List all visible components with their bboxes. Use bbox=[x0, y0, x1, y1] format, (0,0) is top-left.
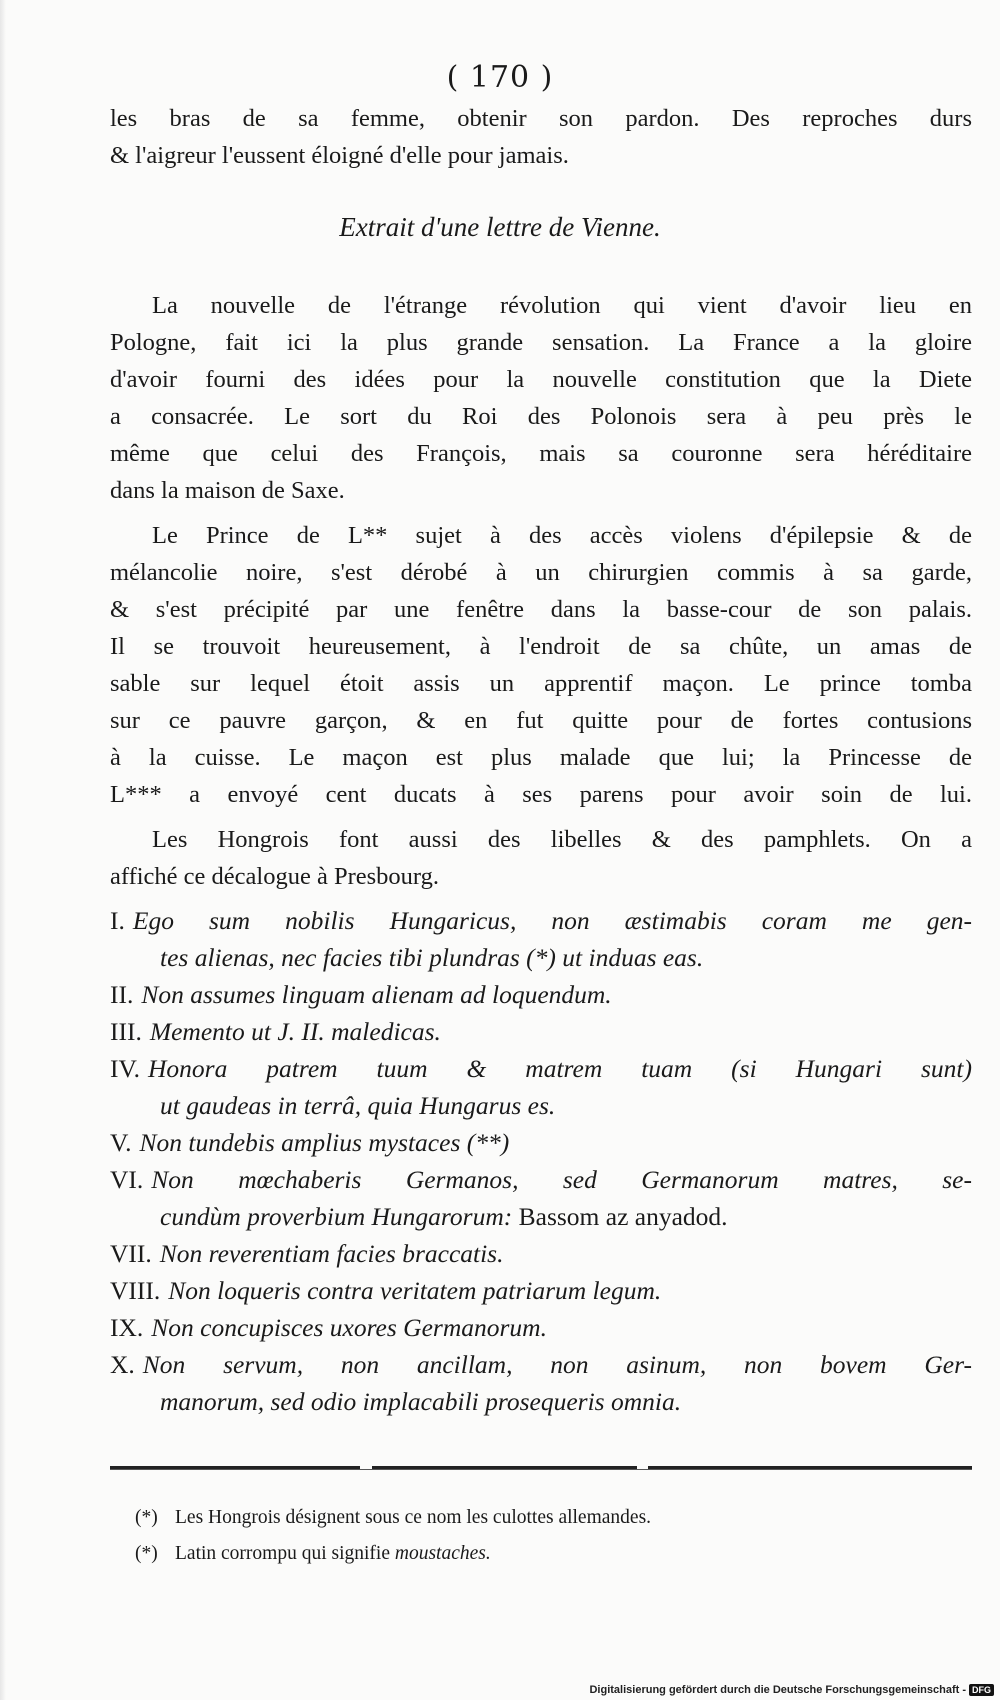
divider-underline bbox=[110, 1469, 972, 1470]
decalogue-list bbox=[110, 902, 972, 1420]
page-edge-shadow bbox=[0, 0, 6, 1700]
footnote-mark: (*) bbox=[135, 1543, 158, 1564]
text-line: sable sur lequel étoit assis un apprentif maçon. Le prince tomba bbox=[110, 670, 972, 697]
text-line: affiché ce décalogue à Presbourg. bbox=[110, 863, 440, 890]
paragraph-hongrois bbox=[110, 821, 972, 895]
item-text: Non assumes linguam alienam ad loquendum. bbox=[141, 980, 612, 1009]
page-number: ( 170 ) bbox=[446, 60, 554, 95]
text-line: L*** a envoyé cent ducats à ses parens pour avoir soin de lui. bbox=[110, 781, 972, 808]
text-line: à la cuisse. Le maçon est plus malade que lui; la Princesse de bbox=[110, 744, 972, 771]
paragraph-prince bbox=[110, 517, 972, 813]
credit-text: Digitalisierung gefördert durch die Deutsche Forschungsgemeinschaft - bbox=[589, 1684, 966, 1696]
item-text: Memento ut J. II. maledicas. bbox=[149, 1017, 441, 1046]
decalogue-item-5 bbox=[110, 1124, 972, 1161]
decalogue-item-3 bbox=[110, 1013, 972, 1050]
digitization-credit bbox=[589, 1684, 994, 1696]
decalogue-item-4 bbox=[110, 1050, 972, 1087]
item-number: VI. bbox=[110, 1165, 144, 1194]
item-text: Honora patrem tuum & matrem tuam (si Hungari sunt) bbox=[148, 1054, 972, 1083]
footnote-italic: moustaches. bbox=[394, 1543, 491, 1564]
item-number: X. bbox=[110, 1350, 135, 1379]
text-line: dans la maison de Saxe. bbox=[110, 477, 345, 504]
item-number: VIII. bbox=[110, 1276, 161, 1305]
section-heading: Extrait d'une lettre de Vienne. bbox=[339, 212, 661, 242]
text-line: même que celui des François, mais sa couronne sera héréditaire bbox=[110, 440, 972, 467]
decalogue-item-1-cont bbox=[110, 939, 972, 976]
item-number: I. bbox=[110, 906, 125, 935]
decalogue-item-8 bbox=[110, 1272, 972, 1309]
text-line: & l'aigreur l'eussent éloigné d'elle pour jamais. bbox=[110, 142, 569, 169]
item-text: Non loqueris contra veritatem patriarum legum. bbox=[168, 1276, 662, 1305]
item-text: Non concupisces uxores Germanorum. bbox=[151, 1313, 547, 1342]
item-text: Non reverentiam facies braccatis. bbox=[159, 1239, 504, 1268]
item-text: tes alienas, nec facies tibi plundras (*) ut induas eas. bbox=[160, 943, 704, 972]
text-line: les bras de sa femme, obtenir son pardon. Des reproches durs bbox=[110, 105, 972, 132]
item-text: ut gaudeas in terrâ, quia Hungarus es. bbox=[160, 1091, 556, 1120]
item-number: VII. bbox=[110, 1239, 152, 1268]
text-line: Les Hongrois font aussi des libelles & des pamphlets. On a bbox=[152, 826, 972, 853]
paragraph-revolution-pologne bbox=[110, 287, 972, 509]
item-number: IV. bbox=[110, 1054, 140, 1083]
hungarian-proverb: Bassom az anyadod. bbox=[518, 1202, 728, 1231]
item-text: Non servum, non ancillam, non asinum, non bovem Ger- bbox=[142, 1350, 972, 1379]
text-line: Le Prince de L** sujet à des accès violens d'épilepsie & de bbox=[152, 522, 972, 549]
decalogue-item-6 bbox=[110, 1161, 972, 1198]
item-number: IX. bbox=[110, 1313, 144, 1342]
item-text: cundùm proverbium Hungarorum: bbox=[160, 1202, 513, 1231]
text-line: Pologne, fait ici la plus grande sensation. La France a la gloire bbox=[110, 329, 972, 356]
text-line: & s'est précipité par une fenêtre dans la basse-cour de son palais. bbox=[110, 596, 972, 623]
text-line: mélancolie noire, s'est dérobé à un chirurgien commis à sa garde, bbox=[110, 559, 972, 586]
item-number: III. bbox=[110, 1017, 142, 1046]
footnote-mark: (*) bbox=[135, 1507, 158, 1528]
text-line: Il se trouvoit heureusement, à l'endroit de sa chûte, un amas de bbox=[110, 633, 972, 660]
intro-paragraph bbox=[110, 100, 972, 174]
text-line: d'avoir fourni des idées pour la nouvelle constitution que la Diete bbox=[110, 366, 972, 393]
footnote-divider bbox=[110, 1466, 972, 1472]
footnote-1 bbox=[135, 1500, 955, 1536]
item-text: Non tundebis amplius mystaces (**) bbox=[139, 1128, 510, 1157]
text-line: La nouvelle de l'étrange révolution qui vient d'avoir lieu en bbox=[152, 292, 972, 319]
text-line: sur ce pauvre garçon, & en fut quitte pour de fortes contusions bbox=[110, 707, 972, 734]
footnotes bbox=[135, 1500, 955, 1572]
footnote-2 bbox=[135, 1536, 955, 1572]
item-number: II. bbox=[110, 980, 134, 1009]
decalogue-item-1 bbox=[110, 902, 972, 939]
footnote-text: Les Hongrois désignent sous ce nom les culottes allemandes. bbox=[175, 1507, 652, 1528]
item-text: Ego sum nobilis Hungaricus, non æstimabis coram me gen- bbox=[132, 906, 972, 935]
text-line: a consacrée. Le sort du Roi des Polonois sera à peu près le bbox=[110, 403, 972, 430]
decalogue-item-9 bbox=[110, 1309, 972, 1346]
decalogue-item-10 bbox=[110, 1346, 972, 1383]
decalogue-item-2 bbox=[110, 976, 972, 1013]
item-text: manorum, sed odio implacabili prosequeris omnia. bbox=[160, 1387, 682, 1416]
dfg-logo: DFG bbox=[969, 1684, 994, 1696]
item-text: Non mœchaberis Germanos, sed Germanorum matres, se- bbox=[151, 1165, 972, 1194]
decalogue-item-7 bbox=[110, 1235, 972, 1272]
decalogue-item-10-cont bbox=[110, 1383, 972, 1420]
decalogue-item-4-cont bbox=[110, 1087, 972, 1124]
item-number: V. bbox=[110, 1128, 132, 1157]
decalogue-item-6-cont bbox=[110, 1198, 972, 1235]
footnote-text: Latin corrompu qui signifie bbox=[175, 1543, 390, 1564]
